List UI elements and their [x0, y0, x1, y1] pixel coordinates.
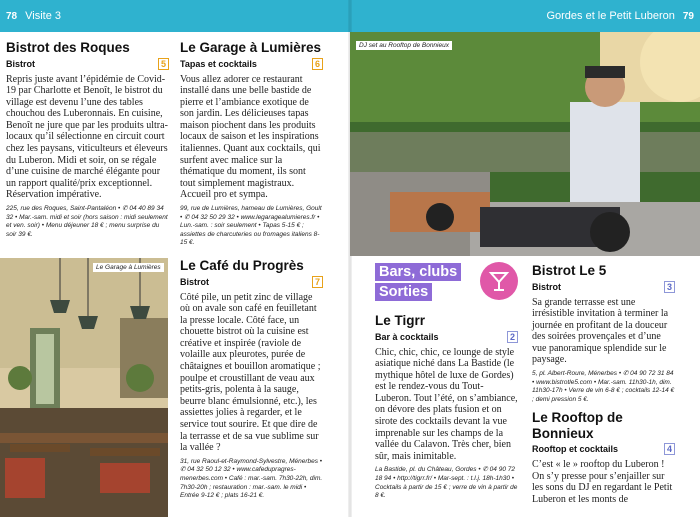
- entry-description: Chic, chic, chic, ce lounge de style asiatique niché dans La Bastide (le mythique hôtel de luxe de Gordes) est le rendez-vous du Tout-Luberon. Tout l’été, on s’ambiance, on dévore des plats fusion et on sirote des cocktails devant la vue imprenable sur les champs de la vallée du Calavon. Très cher, bien sûr, mais inimitable.: [375, 346, 518, 462]
- entry-title: Le Tigrr: [375, 313, 426, 328]
- entry-category: Bar à cocktails: [375, 331, 439, 342]
- right-page-number: 79: [682, 10, 694, 22]
- entry-description: Repris juste avant l’épidémie de Covid-19 par Charlotte et Benoît, le bistrot du village est devenu l’une des tables chouchou des Luberonnais. En cuisine, Benoît ne jure que par les produits ultra-locaux qu’il sélectionne en circuit court chez les paysans, viticulteurs et éleveurs du Luberon. Midi et soir, on se régale d’une cuisine de marché élégante pour un rapport qualité/prix exceptionnel. Réservation impérative.: [6, 73, 168, 201]
- left-page-title: Visite 3: [25, 10, 61, 22]
- entry-subtitle: [180, 276, 323, 288]
- right-page-title: Gordes et le Petit Luberon: [546, 10, 675, 22]
- entry-practical-info: 99, rue de Lumières, hameau de Lumières, Goult • ✆ 04 32 50 29 32 • www.legaragealumieres.fr • Lun.-sam. : soir seulement • Tapas 5-15 € ; assiettes de charcuteries ou fromages italiens 8-15 €.: [180, 205, 322, 247]
- entry-subtitle: [6, 58, 169, 70]
- entry-number-badge: 5: [158, 58, 169, 70]
- entry-practical-info: 225, rue des Roques, Saint-Pantaléon • ✆ 04 40 89 34 32 • Mar.-sam. midi et soir (hors saison : midi seulement et ven. soir) • Menu déjeuner 18 € ; menu surprise du soir 39 €.: [6, 205, 168, 238]
- entry-description: Sa grande terrasse est une irrésistible invitation à terminer la journée en profitant de la douceur des soirées provençales et d’une vue panoramique splendide sur le paysage.: [532, 296, 669, 366]
- entry-cafe-du-progres: [180, 258, 323, 501]
- entry-subtitle: [532, 281, 675, 293]
- entry-subtitle: [375, 331, 518, 343]
- entry-title: Le Café du Progrès: [180, 258, 304, 273]
- entry-number-badge: 7: [312, 276, 323, 288]
- entry-title: Bistrot des Roques: [6, 40, 130, 55]
- bars-title-line2: Sorties: [375, 283, 432, 301]
- entry-practical-info: 31, rue Raoul-et-Raymond-Sylvestre, Ménerbes • ✆ 04 32 50 12 32 • www.cafedupragres-menerbes.com • Café : mar.-sam. 7h30-22h, dim. 7h30-20h ; restauration : mar.-sam. le midi • Entrée 9-12 € ; plats 16-21 €.: [180, 457, 323, 500]
- entry-description: C’est « le » rooftop du Luberon ! On s’y presse pour s’enjailler sur les sons du DJ en regardant le Petit Luberon et les monts de: [532, 459, 673, 505]
- entry-category: Tapas et cocktails: [180, 58, 257, 69]
- dj-photo-caption: DJ set au Rooftop de Bonnieux: [356, 41, 452, 50]
- dj-set-photo: [350, 32, 700, 256]
- entry-bistrot-des-roques: [6, 40, 169, 239]
- right-page-header: [350, 0, 700, 32]
- entry-category: Rooftop et cocktails: [532, 444, 619, 455]
- entry-bistrot-le-5: [532, 263, 675, 404]
- entry-le-tigrr: [375, 313, 518, 501]
- entry-subtitle: [532, 443, 675, 455]
- garage-interior-photo: [0, 258, 168, 517]
- garage-photo-caption: Le Garage à Lumières: [93, 263, 164, 272]
- entry-description: Côté pile, un petit zinc de village où on avale son café en feuilletant la presse locale. Côté face, un chouette bistrot où la cuisine est créative et inspirée (raviole de volaille aux pleurotes, purée de châtaignes et bouillon aromatique ; poulpe et croustillant de veau aux petits-gris, polenta à la sauge, beurre blanc émulsionné, etc.), les assiettes jolies à regarder, et le service tout sourire. Et que dire de la terrasse et de sa vue sublime sur la vallée ?: [180, 291, 321, 454]
- entry-number-badge: 6: [312, 58, 323, 70]
- entry-garage-a-lumieres: [180, 40, 323, 248]
- entry-category: Bistrot: [532, 281, 561, 292]
- entry-description: Vous allez adorer ce restaurant installé dans une belle bastide de pierre et l’ambiance exotique de son jardin. Les délicieuses tapas maison piochent dans les produits locaux de saison et les inspirations italiennes. Quant aux cocktails, qui surfent avec malice sur la thématique du moment, ils sont tout simplement magistraux. Accueil pro et sympa.: [180, 73, 321, 201]
- entry-title: Le Garage à Lumières: [180, 40, 322, 55]
- entry-number-badge: 4: [664, 443, 675, 455]
- left-page-header: [0, 0, 350, 32]
- entry-title: Le Rooftop de Bonnieux: [532, 410, 623, 441]
- bars-title-line1: Bars, clubs: [375, 263, 461, 281]
- entry-title: Bistrot Le 5: [532, 263, 607, 278]
- entry-number-badge: 2: [507, 331, 518, 343]
- cocktail-glass-icon: [480, 262, 518, 300]
- entry-category: Bistrot: [180, 276, 209, 287]
- entry-number-badge: 3: [664, 281, 675, 293]
- entry-practical-info: La Bastide, pl. du Château, Gordes • ✆ 04 90 72 18 94 • http://tigrr.fr/ • Mar-sept. : t.l.j. 18h-1h30 • Cocktails à partir de 15 € ; verre de vin à partir de 8 €.: [375, 466, 518, 500]
- entry-subtitle: [180, 58, 323, 70]
- entry-category: Bistrot: [6, 58, 35, 69]
- entry-practical-info: 5, pl. Albert-Roure, Ménerbes • ✆ 04 90 72 31 84 • www.bistrotle5.com • Mar.-sam. 11h30-1h, dim. 11h30-17h • Verre de vin 6-8 € ; cocktails 12-14 € ; demi pression 5 €.: [532, 370, 675, 403]
- left-page-number: 78: [6, 10, 18, 22]
- entry-rooftop-de-bonnieux: [532, 410, 675, 505]
